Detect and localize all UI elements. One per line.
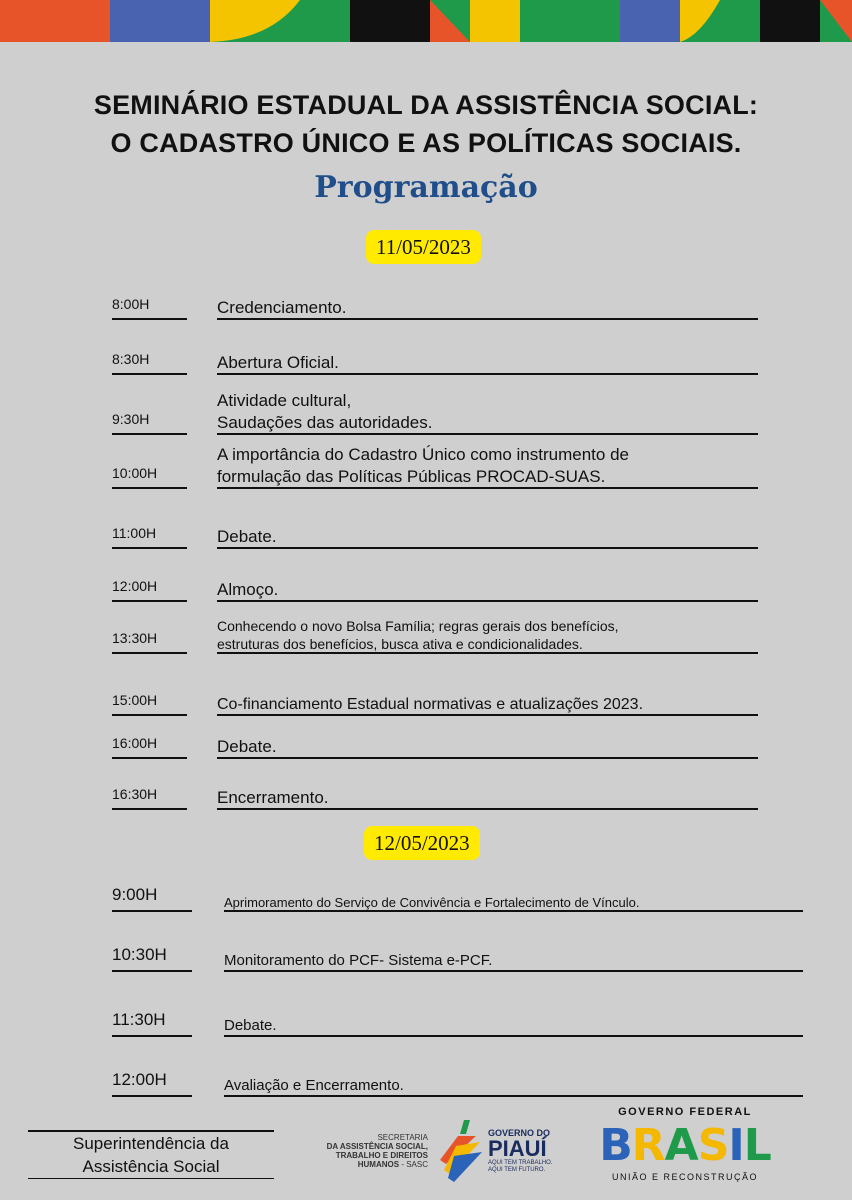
date-badge-day2: 12/05/2023: [364, 826, 480, 860]
schedule-time: 8:00H: [112, 296, 150, 312]
brasil-letter: R: [631, 1120, 665, 1171]
time-underline: [112, 1035, 192, 1037]
schedule-activity: Encerramento.: [217, 788, 329, 807]
brasil-letter: B: [599, 1120, 632, 1171]
time-underline: [112, 373, 187, 375]
schedule-time: 11:00H: [112, 525, 157, 541]
time-underline: [112, 757, 187, 759]
schedule-activity: Monitoramento do PCF- Sistema e-PCF.: [224, 952, 493, 969]
time-underline: [112, 600, 187, 602]
schedule-time: 10:30H: [112, 945, 167, 964]
sasc-logo-text: [300, 1133, 428, 1169]
activity-underline: [224, 1035, 803, 1037]
schedule-time: 15:00H: [112, 692, 158, 708]
sasc-line-4-text: HUMANOS: [357, 1160, 400, 1169]
schedule-time: 9:30H: [112, 411, 150, 427]
schedule-time: 10:00H: [112, 465, 158, 481]
governo-federal-label: GOVERNO FEDERAL: [618, 1106, 752, 1118]
activity-underline: [224, 1095, 803, 1097]
piaui-gov-label: GOVERNO DO: [488, 1128, 551, 1138]
piaui-logo-text: [488, 1128, 568, 1174]
schedule-time: 8:30H: [112, 351, 150, 367]
time-underline: [112, 547, 187, 549]
schedule-activity: Atividade cultural,: [217, 391, 352, 410]
date-badge-day1: 11/05/2023: [366, 230, 481, 264]
piaui-name: PIAUÍ: [488, 1136, 547, 1161]
schedule-time: 16:00H: [112, 735, 158, 751]
time-underline: [112, 1095, 192, 1097]
title-line-1: SEMINÁRIO ESTADUAL DA ASSISTÊNCIA SOCIAL:: [93, 90, 759, 120]
sasc-line-3-text: TRABALHO E DIREITOS: [335, 1151, 428, 1160]
superintendencia-line-1: Superintendência da: [73, 1133, 229, 1153]
schedule-activity: Saudações das autoridades.: [217, 413, 433, 432]
time-underline: [112, 487, 187, 489]
piaui-tagline-1: AQUI TEM TRABALHO.: [488, 1160, 553, 1166]
superintendencia-line-2: Assistência Social: [82, 1156, 220, 1176]
activity-underline: [217, 808, 758, 810]
time-underline: [112, 808, 187, 810]
schedule-time: 12:00H: [112, 578, 158, 594]
time-underline: [112, 433, 187, 435]
time-underline: [112, 318, 187, 320]
sasc-line-4-suffix: - SASC: [399, 1160, 428, 1169]
title-line-2: O CADASTRO ÚNICO E AS POLÍTICAS SOCIAIS.: [110, 128, 742, 158]
schedule-activity: formulação das Políticas Públicas PROCAD-SUAS.: [217, 467, 606, 486]
schedule-activity: Almoço.: [217, 580, 279, 599]
activity-underline: [224, 970, 803, 972]
piaui-tagline-2: AQUI TEM FUTURO.: [488, 1167, 546, 1173]
schedule-time: 11:30H: [112, 1010, 166, 1029]
activity-underline: [217, 487, 758, 489]
brasil-letter: S: [697, 1120, 729, 1171]
activity-underline: [217, 318, 758, 320]
activity-underline: [217, 757, 758, 759]
time-underline: [112, 714, 187, 716]
schedule-activity: Debate.: [224, 1017, 277, 1034]
schedule-activity: estruturas dos benefícios, busca ativa e condicionalidades.: [217, 636, 583, 652]
governo-federal-logo: [590, 1106, 780, 1182]
schedule-activity: Co-financiamento Estadual normativas e atualizações 2023.: [217, 696, 644, 713]
piaui-flag-icon: [436, 1116, 496, 1186]
superintendencia-label: [28, 1130, 274, 1179]
activity-underline: [217, 373, 758, 375]
schedule-time: 9:00H: [112, 885, 158, 904]
time-underline: [112, 652, 187, 654]
activity-underline: [217, 652, 758, 654]
schedule-time: 12:00H: [112, 1070, 167, 1089]
schedule-activity: Abertura Oficial.: [217, 353, 339, 372]
sasc-line-1: SECRETARIA: [377, 1133, 428, 1142]
brasil-letter: L: [743, 1120, 771, 1171]
activity-underline: [217, 600, 758, 602]
sasc-line-4: [300, 1160, 428, 1169]
schedule-time: 16:30H: [112, 786, 158, 802]
schedule-activity: Debate.: [217, 737, 277, 756]
sasc-line-3: [300, 1151, 428, 1160]
schedule-activity: A importância do Cadastro Único como instrumento de: [217, 445, 629, 464]
brasil-letter: A: [664, 1120, 698, 1171]
schedule-activity: Avaliação e Encerramento.: [224, 1077, 404, 1094]
divider: [28, 1178, 274, 1180]
time-underline: [112, 970, 192, 972]
sasc-line-2: [300, 1142, 428, 1151]
brasil-letter: I: [728, 1120, 744, 1171]
decorative-top-band: [0, 0, 852, 42]
activity-underline: [217, 433, 758, 435]
sasc-line-2-text: DA ASSISTÊNCIA SOCIAL,: [326, 1142, 428, 1151]
time-underline: [112, 910, 192, 912]
activity-underline: [217, 714, 758, 716]
brasil-wordmark: [590, 1122, 780, 1170]
schedule-activity: Debate.: [217, 527, 277, 546]
subtitle-programacao: Programação: [314, 170, 538, 205]
activity-underline: [217, 547, 758, 549]
schedule-activity: Credenciamento.: [217, 298, 347, 317]
uniao-reconstrucao-label: UNIÃO E RECONSTRUÇÃO: [611, 1172, 758, 1182]
schedule-time: 13:30H: [112, 630, 158, 646]
page-title: [0, 86, 852, 162]
schedule-activity: Aprimoramento do Serviço de Convivência e Fortalecimento de Vínculo.: [224, 895, 640, 910]
activity-underline: [224, 910, 803, 912]
schedule-activity: Conhecendo o novo Bolsa Família; regras gerais dos benefícios,: [217, 618, 619, 634]
